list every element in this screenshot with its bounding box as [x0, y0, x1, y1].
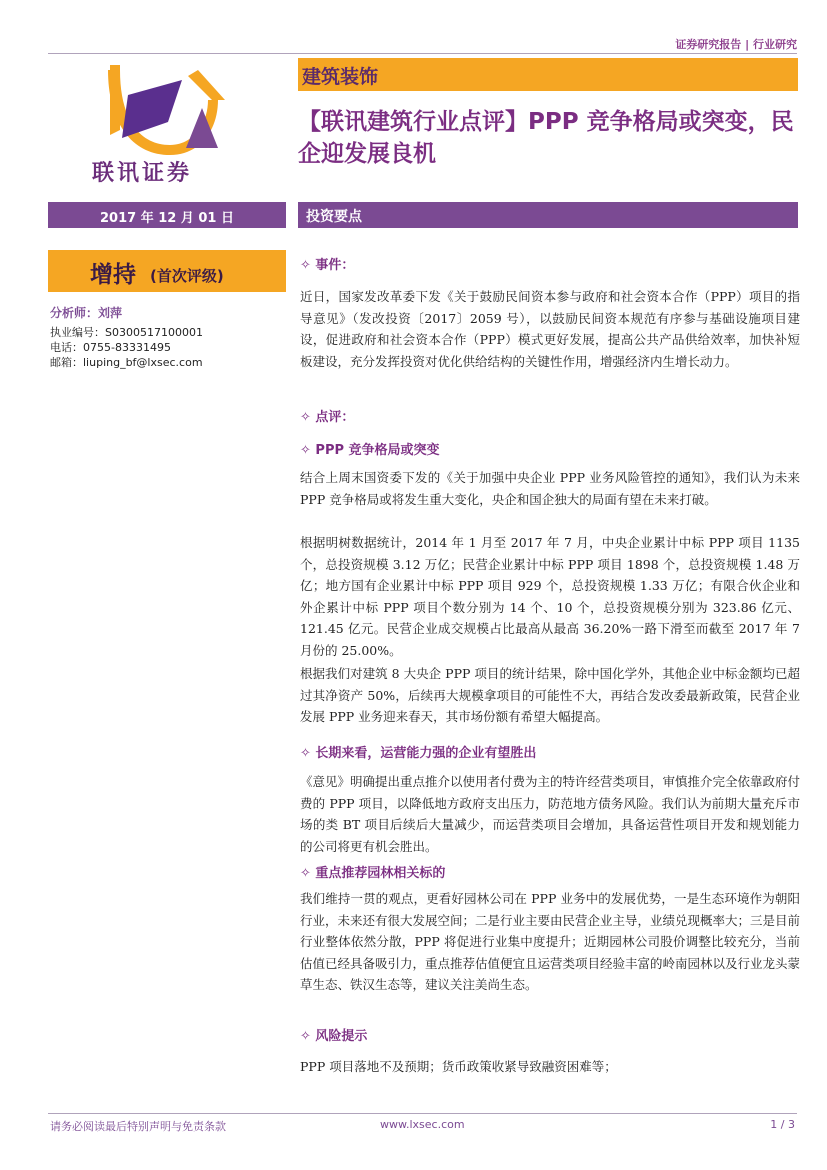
header-divider	[48, 53, 797, 54]
ppp-paragraph-1: 结合上周末国资委下发的《关于加强中央企业 PPP 业务风险管控的通知》，我们认为未来 PPP 竞争格局或将发生重大变化，央企和国企独大的局面有望在未来打破。	[300, 470, 800, 507]
risk-paragraph: PPP 项目落地不及预期；货币政策收紧导致融资困难等；	[300, 1059, 617, 1074]
ppp-paragraph-3: 根据我们对建筑 8 大央企 PPP 项目的统计结果，除中国化学外，其他企业中标金额均已超过其净资产 50%，后续再大规模拿项目的可能性不大，再结合发改委最新政策，民营企业发展 PPP 业务迎来春天，其市场份额有希望大幅提高。	[300, 666, 800, 725]
website-link[interactable]: www.lxsec.com	[380, 1118, 465, 1131]
rating: 增持	[90, 262, 136, 288]
report-title: 【联讯建筑行业点评】PPP 竞争格局或突变，民企迎发展良机	[298, 109, 794, 167]
risk-heading: ✧ 风险提示	[300, 1029, 368, 1044]
page-number: 1 / 3	[770, 1118, 795, 1131]
section-bar	[298, 202, 798, 228]
long-term-paragraph: 《意见》明确提出重点推介以使用者付费为主的特许经营类项目，审慎推介完全依靠政府付费的 PPP 项目，以降低地方政府支出压力，防范地方债务风险。我们认为前期大量充斥市场的类 BT 项目后续后大量减少，而运营类项目会增加，具备运营性项目开发和规划能力的公司将更有机会胜出。	[300, 774, 801, 854]
email: 邮箱：liuping_bf@lxsec.com	[50, 356, 203, 369]
license-number: 执业编号：S0300517100001	[50, 326, 203, 339]
ppp-heading: ✧ PPP 竞争格局或突变	[300, 443, 440, 458]
comment-heading: ✧ 点评：	[300, 410, 355, 425]
phone: 电话：0755-83331495	[50, 341, 171, 354]
recommendation-paragraph: 我们维持一贯的观点，更看好园林公司在 PPP 业务中的发展优势，一是生态环境作为朝阳行业，未来还有很大发展空间；二是行业主要由民营企业主导，业绩兑现概率大；三是目前行业整体依然分散，PPP 将促进行业集中度提升；近期园林公司股价调整比较充分，当前估值已经具备吸引力，重点推荐估值便宜且运营类项目经验丰富的岭南园林以及行业龙头蒙草生态、铁汉生态等，建议关注美尚生态。	[300, 891, 801, 993]
disclaimer-link: 请务必阅读最后特别声明与免责条款	[50, 1120, 226, 1133]
analyst-name: 分析师：刘萍	[50, 306, 123, 320]
section-title: 投资要点	[306, 209, 362, 225]
industry-category: 建筑装饰	[302, 66, 379, 88]
report-type-label: 证券研究报告 | 行业研究	[675, 38, 797, 51]
rating-note: (首次评级)	[150, 267, 224, 285]
brand-name: 联讯证券	[92, 161, 193, 186]
report-date: 2017 年 12 月 01 日	[100, 211, 234, 226]
event-paragraph: 近日，国家发改革委下发《关于鼓励民间资本参与政府和社会资本合作（PPP）项目的指导意见》（发改投资〔2017〕2059 号），以鼓励民间资本规范有序参与基础设施项目建设，促进政府和社会资本合作（PPP）模式更好发展，提高公共产品供给效率，加快补短板建设，充分发挥投资对优化供给结构的关键性作用，增强经济内生增长动力。	[300, 289, 800, 369]
footer-divider	[48, 1113, 797, 1114]
ppp-paragraph-2: 根据明树数据统计，2014 年 1 月至 2017 年 7 月，中央企业累计中标 PPP 项目 1135 个，总投资规模 3.12 万亿；民营企业累计中标 PPP 项目 1898 个，总投资规模 1.48 万亿；地方国有企业累计中标 PPP 项目 929 个，总投资规模 1.33 万亿；有限合伙企业和外企累计中标 PPP 项目个数分别为 14 个、10 个，总投资规模分别为 323.86 亿元、121.45 亿元。民营企业成交规模占比最高从最高 36.20%一路下滑至而截至 2017 年 7 月份的 25.00%。	[300, 535, 800, 658]
recommendation-heading: ✧ 重点推荐园林相关标的	[300, 866, 446, 881]
event-heading: ✧ 事件：	[300, 258, 355, 273]
long-term-heading: ✧ 长期来看，运营能力强的企业有望胜出	[300, 746, 537, 761]
